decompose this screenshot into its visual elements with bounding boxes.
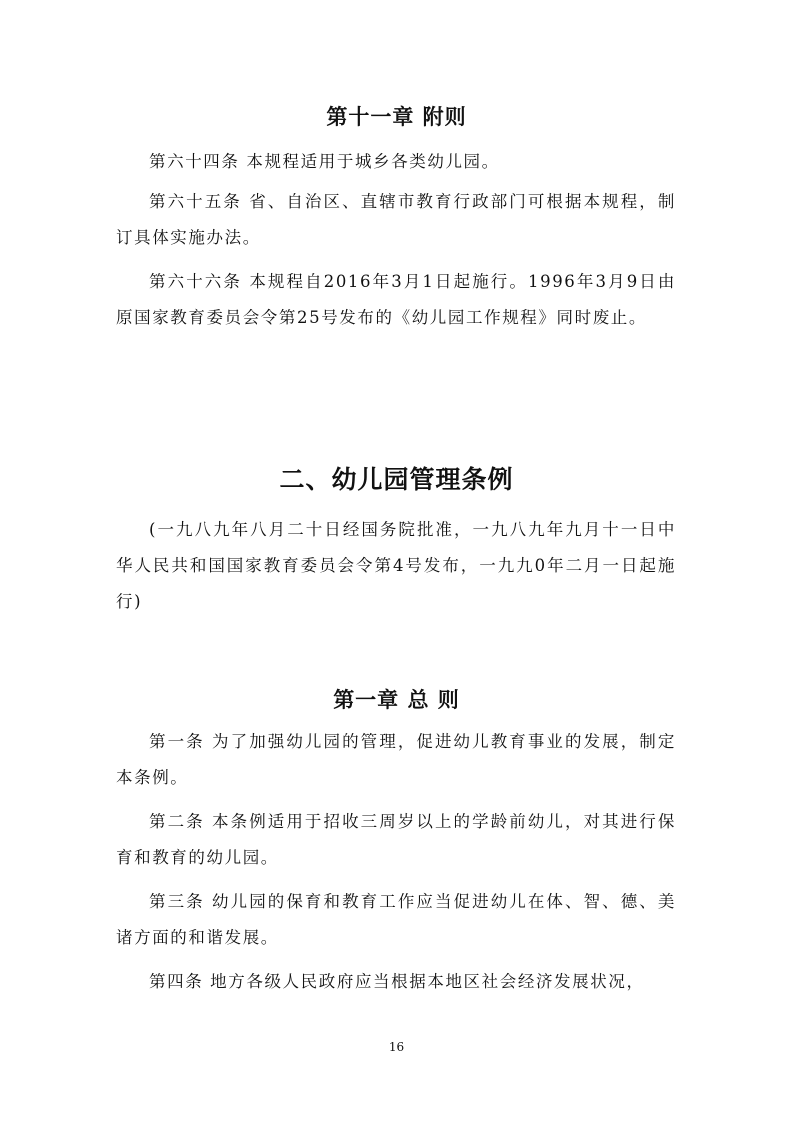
article-2: 第二条 本条例适用于招收三周岁以上的学龄前幼儿，对其进行保育和教育的幼儿园。	[116, 812, 676, 867]
regulation-issuance-note: (一九八九年八月二十日经国务院批准，一九八九年九月十一日中华人民共和国国家教育委员会令第4号发布，一九九0年二月一日起施行)	[116, 520, 676, 611]
article-66: 第六十六条 本规程自2016年3月1日起施行。1996年3月9日由原国家教育委员会令第25号发布的《幼儿园工作规程》同时废止。	[116, 272, 676, 327]
article-4: 第四条 地方各级人民政府应当根据本地区社会经济发展状况，	[149, 972, 645, 991]
chapter-11-title: 第十一章 附则	[326, 104, 467, 129]
article-65: 第六十五条 省、自治区、直辖市教育行政部门可根据本规程，制订具体实施办法。	[116, 192, 676, 247]
chapter-1-title: 第一章 总 则	[333, 687, 460, 712]
article-64: 第六十四条 本规程适用于城乡各类幼儿园。	[149, 152, 500, 171]
section-2-title: 二、幼儿园管理条例	[279, 465, 514, 494]
page-number: 16	[388, 1040, 405, 1054]
article-3: 第三条 幼儿园的保育和教育工作应当促进幼儿在体、智、德、美诸方面的和谐发展。	[116, 892, 676, 947]
article-1: 第一条 为了加强幼儿园的管理，促进幼儿教育事业的发展，制定本条例。	[116, 732, 676, 787]
